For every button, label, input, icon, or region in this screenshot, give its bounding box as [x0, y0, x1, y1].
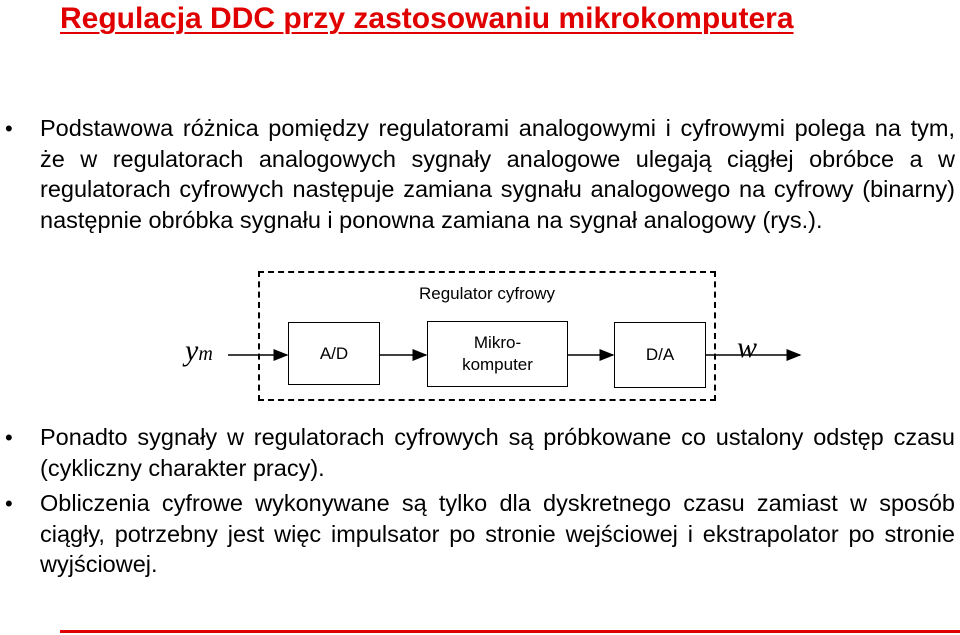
input-symbol: y [185, 334, 199, 367]
da-label: D/A [645, 345, 675, 364]
footer-divider [60, 630, 960, 633]
bullet-marker: • [5, 425, 13, 450]
ad-label: A/D [319, 343, 349, 363]
bullet-text: Ponadto sygnały w regulatorach cyfrowych są próbkowane co ustalony odstęp czasu (cykliczny charakter pracy). [40, 424, 955, 481]
input-subscript: m [198, 343, 213, 365]
micro-label-line1: Mikro- [473, 333, 522, 352]
slide-title: Regulacja DDC przy zastosowaniu mikrokomputera [60, 2, 794, 35]
regulator-label: Regulator cyfrowy [418, 284, 556, 303]
bullet-marker: • [5, 491, 13, 516]
bullet-text: Podstawowa różnica pomiędzy regulatorami analogowymi i cyfrowymi polega na tym, że w regulatorach analogowych sygnały analogowe ulegają ciągłej obróbce a w regulatorach cyfrowych następuje zamiana sygnału analogowego na cyfrowy (binarny) następnie obróbka sygnału i ponowna zamiana na sygnał analogowy (rys.). [40, 115, 955, 233]
output-signal-label: w [737, 331, 758, 364]
bullet-text: Obliczenia cyfrowe wykonywane są tylko dla dyskretnego czasu zamiast w sposób ciągły, potrzebny jest więc impulsator po stronie wejściowej i ekstrapolator po stronie wyjściowej. [40, 490, 955, 577]
micro-label-line2: komputer [462, 355, 533, 374]
bullet-marker: • [5, 116, 13, 141]
